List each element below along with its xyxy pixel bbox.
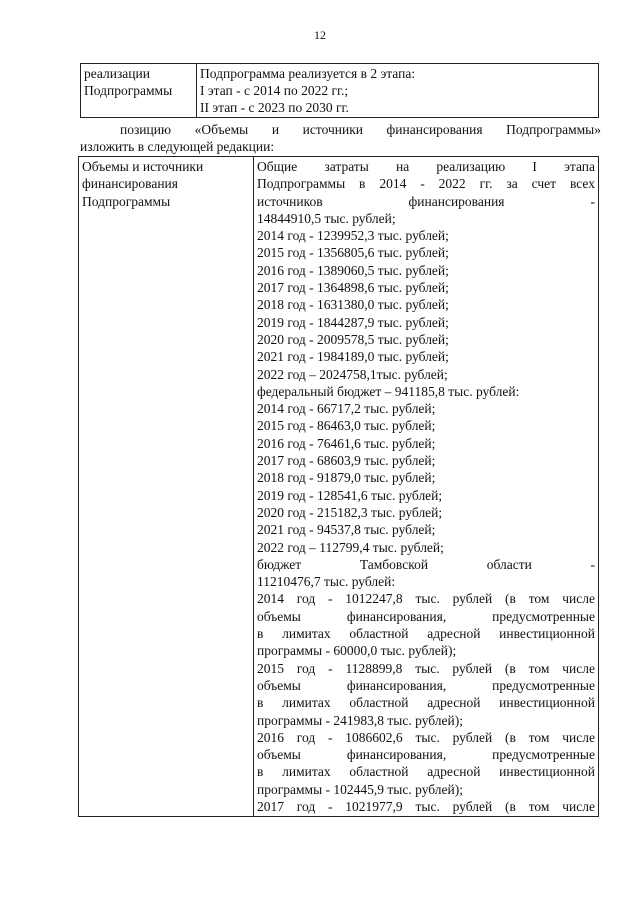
total-year-line: 2015 год - 1356805,6 тыс. рублей; [257, 245, 449, 261]
regional-2016-line: 2016 год - 1086602,6 тыс. рублей (в том числе [257, 729, 595, 745]
total-year-line: 2021 год - 1984189,0 тыс. рублей; [257, 349, 449, 365]
regional-2014-line: программы - 60000,0 тыс. рублей); [257, 643, 457, 659]
intro-line: изложить в следующей редакции: [80, 139, 275, 154]
regional-2014-line: 2014 год - 1012247,8 тыс. рублей (в том числе [257, 591, 595, 607]
stages-value-cell [197, 64, 599, 118]
total-year-line: 2022 год – 2024758,1тыс. рублей; [257, 366, 448, 382]
total-header-line: источников финансирования - [257, 193, 595, 209]
regional-2016-line: объемы финансирования, предусмотренные [257, 747, 595, 763]
total-year-line: 2020 год - 2009578,5 тыс. рублей; [257, 331, 449, 347]
stages-table [80, 63, 599, 118]
page-number: 12 [314, 28, 326, 42]
federal-header: федеральный бюджет – 941185,8 тыс. рублей: [257, 383, 520, 399]
regional-2015-line: в лимитах областной адресной инвестиционной [257, 695, 595, 711]
cell-line: реализации [84, 66, 150, 81]
regional-2014-line: объемы финансирования, предусмотренные [257, 608, 595, 624]
funding-label-cell [79, 157, 254, 817]
regional-2014-line: в лимитах областной адресной инвестиционной [257, 626, 595, 642]
stages-label-cell [81, 64, 197, 118]
regional-2015-line: объемы финансирования, предусмотренные [257, 677, 595, 693]
federal-year-line: 2019 год - 128541,6 тыс. рублей; [257, 487, 443, 503]
intro-line: позицию «Объемы и источники финансирования Подпрограммы» [120, 122, 601, 137]
total-year-line: 2017 год - 1364898,6 тыс. рублей; [257, 280, 449, 296]
total-year-line: 2014 год - 1239952,3 тыс. рублей; [257, 228, 449, 244]
federal-year-line: 2015 год - 86463,0 тыс. рублей; [257, 418, 436, 434]
regional-2017-line: 2017 год - 1021977,9 тыс. рублей (в том числе [257, 798, 595, 814]
total-year-line: 2016 год - 1389060,5 тыс. рублей; [257, 262, 449, 278]
cell-line: II этап - с 2023 по 2030 гг. [200, 100, 349, 115]
regional-2016-line: в лимитах областной адресной инвестиционной [257, 764, 595, 780]
federal-year-line: 2014 год - 66717,2 тыс. рублей; [257, 401, 436, 417]
cell-line: I этап - с 2014 по 2022 гг.; [200, 83, 349, 98]
regional-2015-line: 2015 год - 1128899,8 тыс. рублей (в том числе [257, 660, 595, 676]
total-year-line: 2018 год - 1631380,0 тыс. рублей; [257, 297, 449, 313]
cell-line: Объемы и источники [82, 159, 204, 174]
regional-2016-line: программы - 102445,9 тыс. рублей); [257, 781, 463, 797]
federal-year-line: 2017 год - 68603,9 тыс. рублей; [257, 453, 436, 469]
table-row [79, 157, 599, 817]
intro-paragraph [80, 121, 601, 155]
regional-2015-line: программы - 241983,8 тыс. рублей); [257, 712, 463, 728]
cell-line: Подпрограммы [82, 193, 171, 209]
regional-header-line: 11210476,7 тыс. рублей: [257, 574, 396, 590]
funding-table [78, 156, 599, 817]
federal-year-line: 2021 год - 94537,8 тыс. рублей; [257, 522, 436, 538]
total-year-line: 2019 год - 1844287,9 тыс. рублей; [257, 314, 449, 330]
federal-year-line: 2018 год - 91879,0 тыс. рублей; [257, 470, 436, 486]
cell-line: Подпрограммы [84, 83, 173, 98]
federal-year-line: 2016 год - 76461,6 тыс. рублей; [257, 435, 436, 451]
total-header-line: 14844910,5 тыс. рублей; [257, 210, 396, 226]
cell-line: Подпрограмма реализуется в 2 этапа: [200, 66, 416, 81]
funding-value-cell [254, 157, 599, 817]
total-header-line: Общие затраты на реализацию I этапа [257, 159, 595, 174]
table-row [81, 64, 599, 118]
total-header-line: Подпрограммы в 2014 - 2022 гг. за счет всех [257, 176, 595, 192]
cell-line: финансирования [82, 176, 178, 192]
federal-year-line: 2022 год – 112799,4 тыс. рублей; [257, 539, 444, 555]
federal-year-line: 2020 год - 215182,3 тыс. рублей; [257, 504, 443, 520]
regional-header-line: бюджет Тамбовской области - [257, 556, 595, 572]
